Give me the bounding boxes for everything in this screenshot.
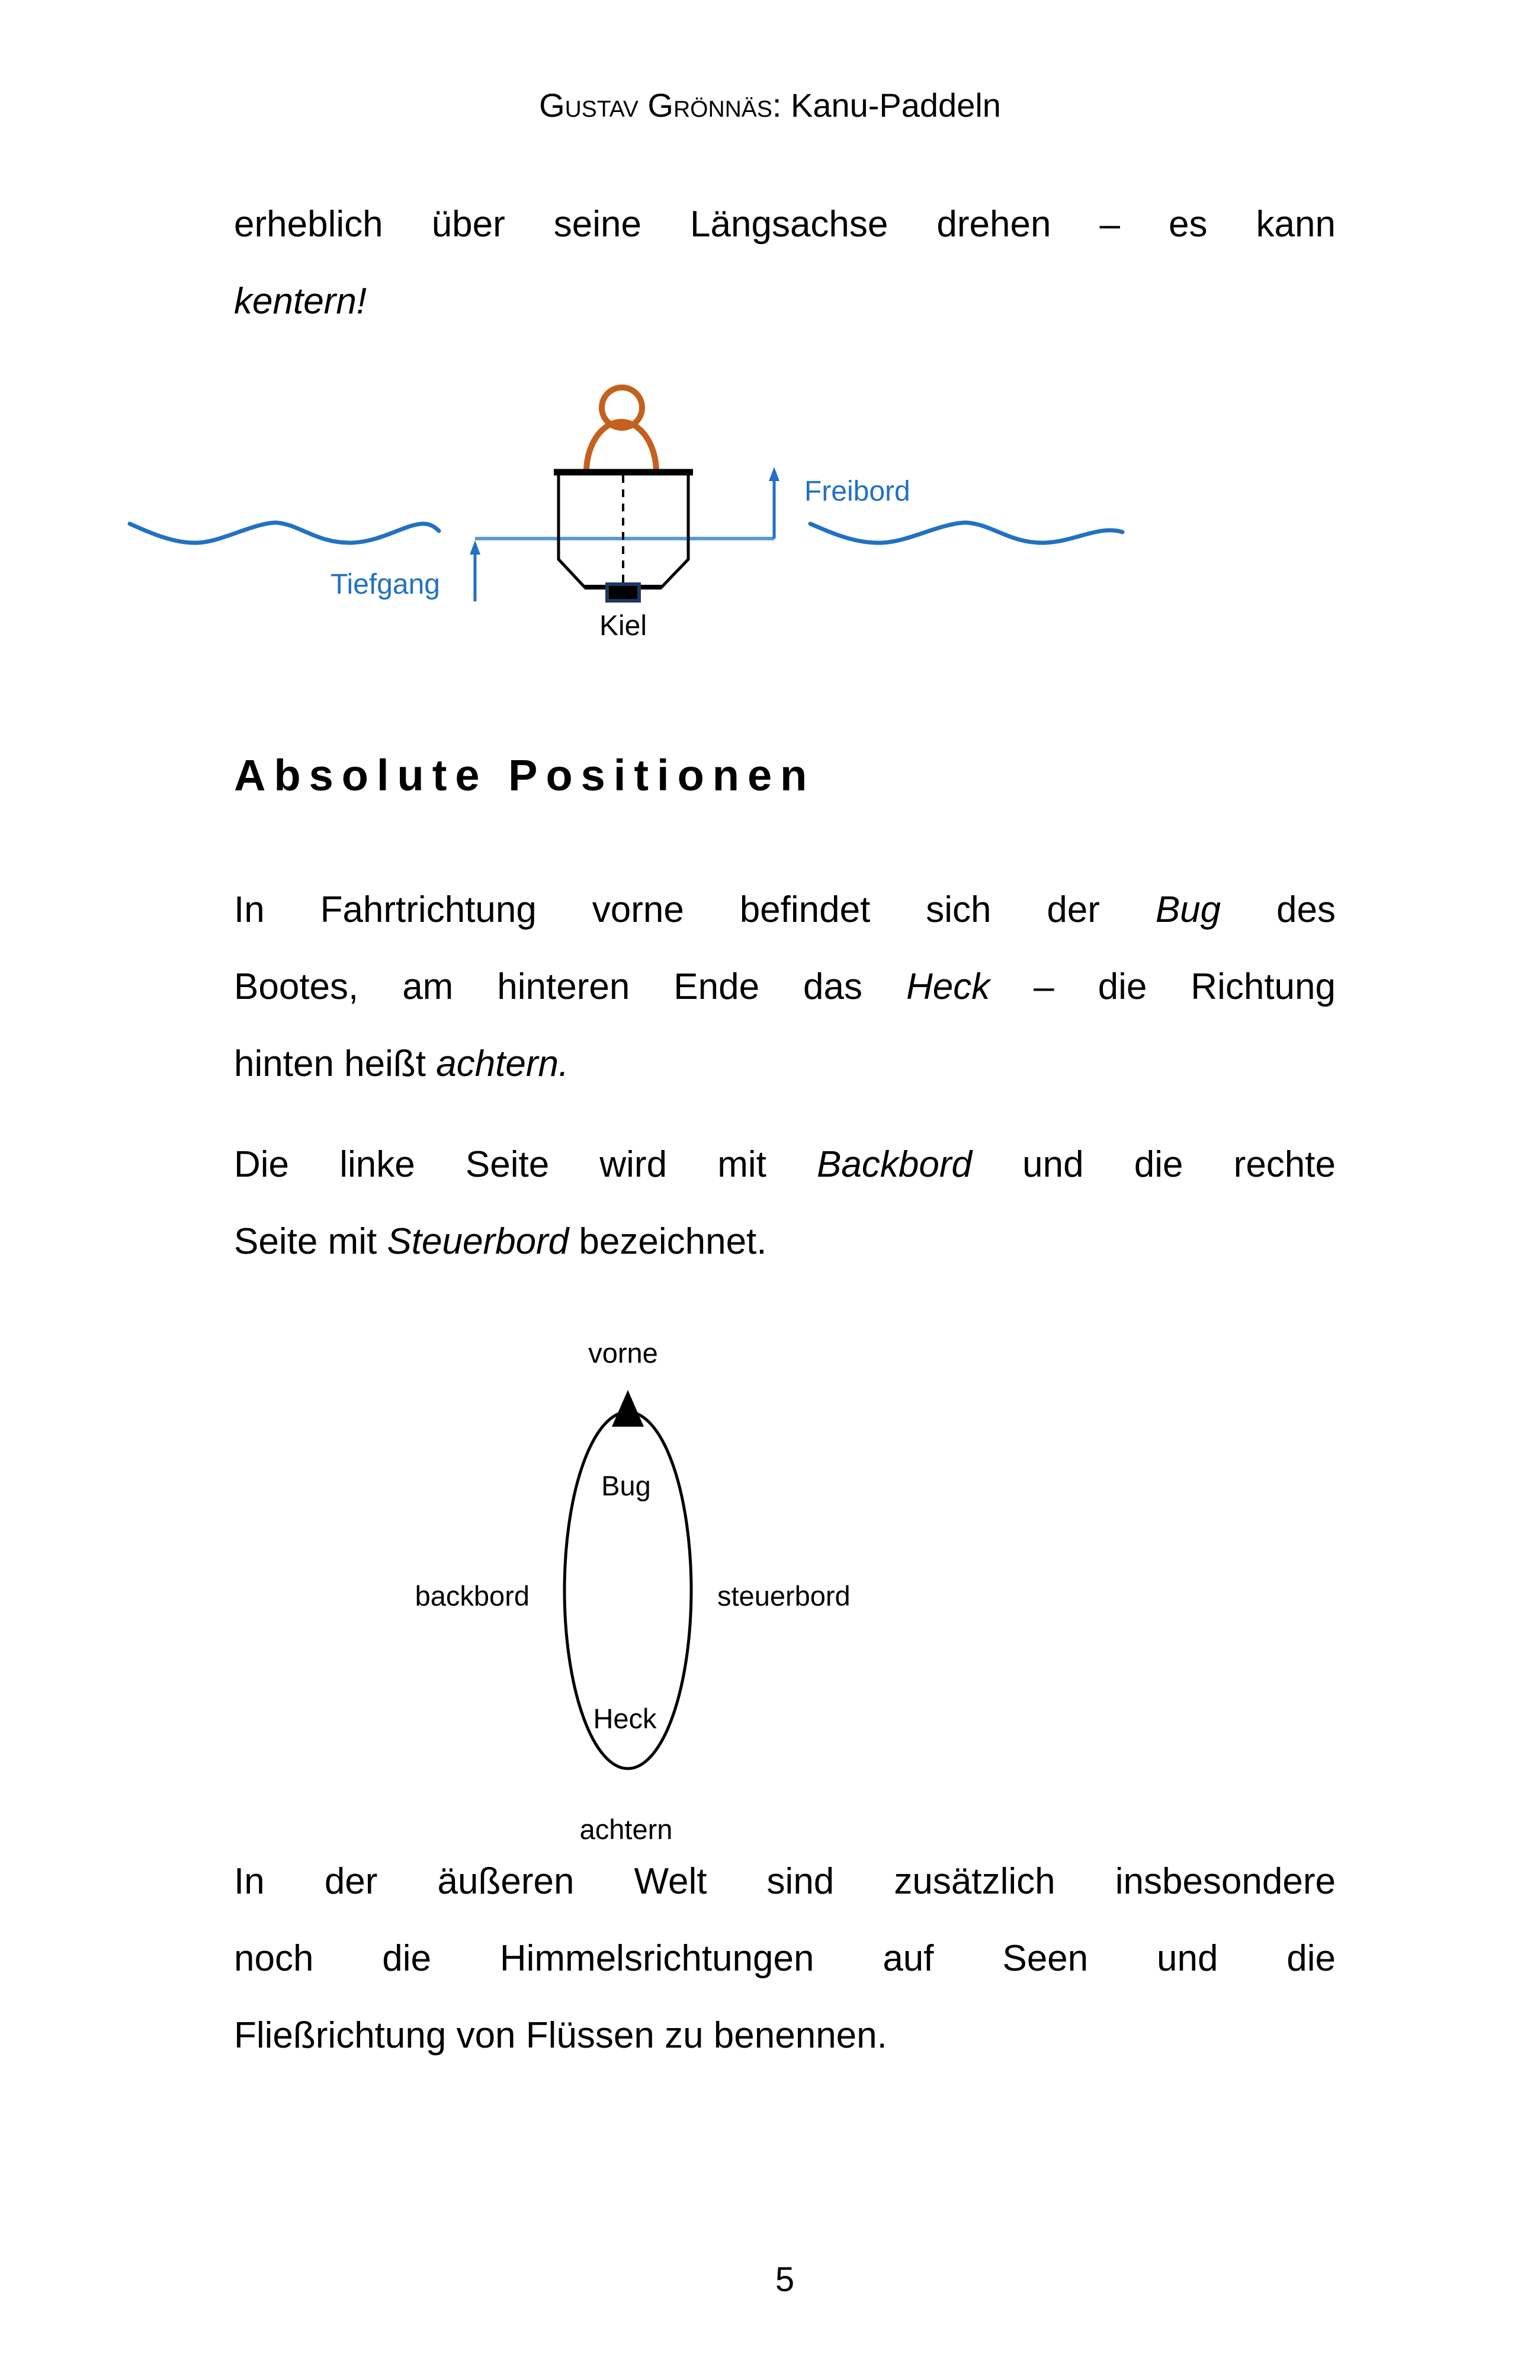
text-segment: erheblich über seine Längsachse drehen – es kann [234,204,1336,245]
text-segment: – die Richtung [990,966,1336,1007]
text-segment: und die rechte [971,1144,1336,1185]
text-line [234,872,1336,949]
backbord-label: backbord [415,1580,530,1612]
text-line [234,1026,1336,1103]
text-segment: des [1221,889,1336,930]
paragraph-backbord-steuerbord [234,1126,1336,1280]
tiefgang-arrowhead-icon [470,540,480,555]
heck-label: Heck [593,1703,657,1734]
running-header [0,88,1540,123]
paragraph-himmelsrichtungen [234,1843,1336,2074]
text-segment: hinten heißt [234,1043,437,1084]
text-segment: Die linke Seite wird mit [234,1144,817,1185]
keel-marker [607,584,639,601]
text-line [234,1920,1336,1997]
vorne-label: vorne [588,1337,658,1369]
text-line [234,949,1336,1026]
boat-cross-section-diagram [0,355,1540,652]
text-segment: In Fahrtrichtung vorne befindet sich der [234,889,1156,930]
text-segment: Seite mit [234,1221,387,1262]
text-segment: kentern! [234,281,367,322]
text-column [234,186,1336,2298]
text-segment: Steuerbord [387,1221,569,1262]
water-wave-left [130,523,439,543]
bug-label: Bug [601,1470,651,1501]
text-segment: noch die Himmelsrichtungen auf Seen und die [234,1938,1336,1979]
text-segment: In der äußeren Welt sind zusätzlich insbesondere [234,1861,1336,1902]
text-line [234,263,1336,340]
text-segment: Fließrichtung von Flüssen zu benennen. [234,2015,887,2056]
section-heading: Absolute Positionen [234,751,816,800]
boat-top-view-diagram [0,1310,1540,1843]
achtern-label: achtern [579,1814,673,1843]
text-segment: Heck [906,966,990,1007]
water-wave-right [810,523,1122,543]
page-number: 5 [775,2260,795,2299]
bow-direction-marker-icon [612,1390,644,1427]
text-line [234,1126,1336,1203]
freibord-arrowhead-icon [769,467,779,481]
text-line [234,1843,1336,1920]
header-author: Gustav Grönnäs [539,87,772,124]
text-line [234,186,1336,263]
text-segment: Bug [1155,889,1221,930]
header-book-title: Kanu-Paddeln [790,87,1001,124]
text-line [234,1997,1336,2074]
text-segment: Bootes, am hinteren Ende das [234,966,906,1007]
kiel-label: Kiel [599,610,647,642]
paragraph-kentern [234,186,1336,340]
header-separator: : [772,87,791,124]
steuerbord-label: steuerbord [717,1580,851,1612]
paragraph-bug-heck [234,872,1336,1103]
tiefgang-label: Tiefgang [330,569,440,600]
text-segment: Backbord [817,1144,972,1185]
text-segment: achtern. [436,1043,569,1084]
freibord-label: Freibord [804,476,910,507]
text-segment: bezeichnet. [569,1221,767,1262]
text-line [234,1203,1336,1280]
